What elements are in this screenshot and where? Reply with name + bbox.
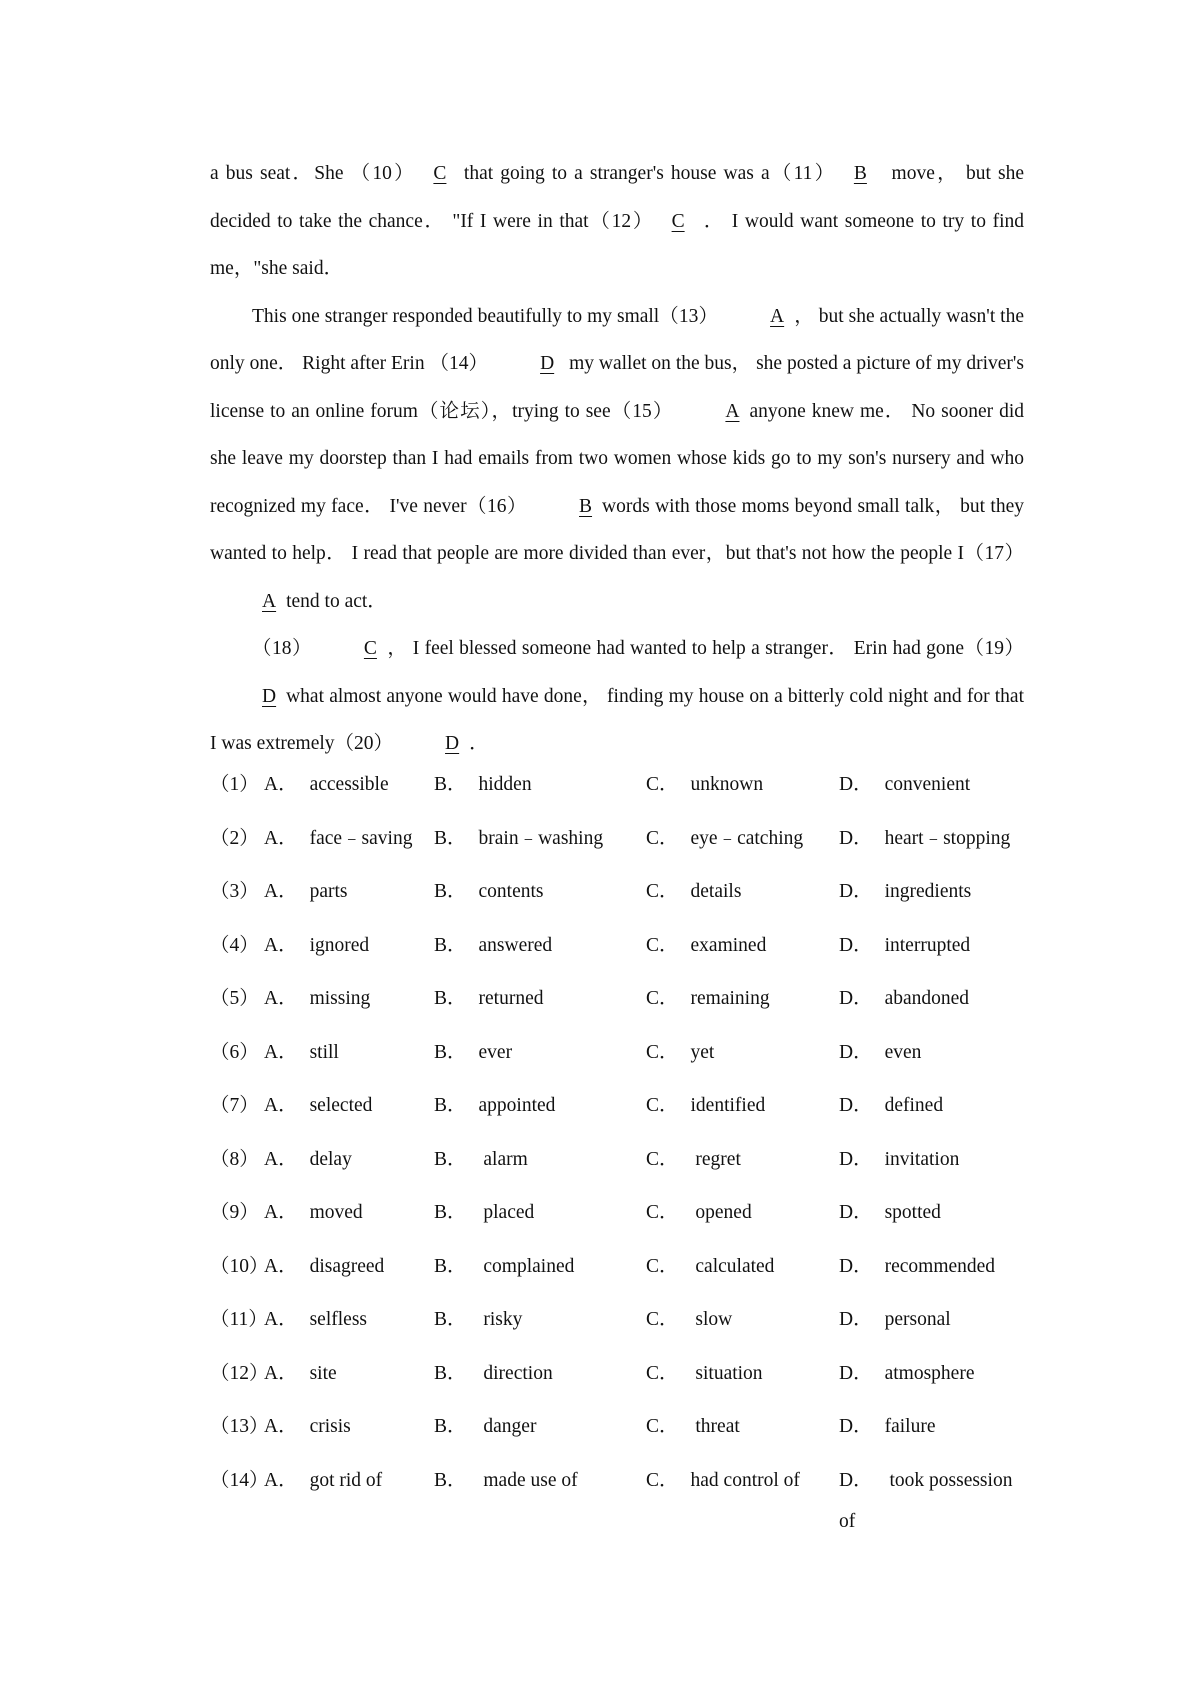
option-d	[839, 822, 1010, 850]
option-letter: C．	[646, 1469, 679, 1491]
option-c	[646, 1464, 800, 1492]
option-text: convenient	[884, 774, 971, 795]
option-letter: D．	[839, 1041, 873, 1063]
option-letter: D．	[839, 1416, 873, 1437]
option-letter: B．	[434, 827, 467, 849]
option-text: interrupted	[884, 934, 971, 956]
option-a	[264, 982, 370, 1010]
option-row	[210, 982, 1024, 1036]
option-d	[839, 1357, 974, 1385]
option-letter: D．	[839, 988, 873, 1009]
question-number: （14）	[210, 1469, 269, 1491]
option-d	[839, 875, 971, 903]
option-c	[646, 1410, 740, 1438]
option-text: selected	[309, 1095, 373, 1116]
option-b	[434, 1303, 522, 1331]
passage-text: anyone knew me． No sooner did she leave my doorstep than I had emails from two women whose kids go to my son's nursery and who recognized my face． I've never（16）	[210, 400, 1024, 517]
option-text: spotted	[884, 1202, 941, 1223]
passage-paragraph-2	[210, 293, 1024, 626]
option-letter: C．	[646, 1041, 679, 1063]
option-text: hidden	[478, 774, 532, 795]
option-text: site	[309, 1362, 337, 1384]
option-d	[839, 1464, 1012, 1492]
option-letter: A．	[264, 1095, 298, 1116]
option-text: contents	[478, 881, 544, 902]
option-text: still	[309, 1041, 339, 1063]
option-text: missing	[309, 988, 371, 1009]
option-text: situation	[690, 1362, 763, 1384]
option-a	[264, 1357, 337, 1385]
option-b	[434, 1410, 536, 1438]
option-letter: B．	[434, 881, 467, 902]
option-text: atmosphere	[884, 1362, 975, 1384]
option-text: failure	[884, 1416, 936, 1437]
option-b	[434, 768, 532, 796]
option-a	[264, 1464, 382, 1492]
option-text: unknown	[690, 774, 764, 795]
option-text: took possession	[884, 1469, 1013, 1491]
question-number: （2）	[210, 827, 259, 849]
option-text: danger	[478, 1416, 537, 1437]
passage-text: ． I would want someone to try to find me，"she said．	[210, 210, 1024, 279]
option-b	[434, 1089, 555, 1117]
option-row	[210, 875, 1024, 929]
option-a	[264, 1303, 367, 1331]
option-letter: B．	[434, 988, 467, 1009]
option-d	[839, 1196, 941, 1224]
answer-blank-16: B	[579, 495, 593, 517]
option-d	[839, 1410, 935, 1438]
option-c	[646, 1357, 763, 1385]
answer-options-list	[210, 768, 1024, 1564]
option-b	[434, 1143, 528, 1171]
option-a	[264, 1089, 372, 1117]
option-letter: D．	[839, 1469, 873, 1491]
question-number: （11）	[210, 1309, 268, 1330]
answer-blank-12: C	[671, 210, 685, 232]
option-d	[839, 768, 970, 796]
question-number: （3）	[210, 881, 259, 902]
option-c	[646, 1089, 765, 1117]
option-d	[839, 1143, 959, 1171]
option-b	[434, 822, 603, 850]
option-letter: A．	[264, 1469, 298, 1491]
option-text: slow	[690, 1309, 733, 1330]
answer-blank-13: A	[770, 305, 785, 327]
option-b	[434, 1036, 512, 1064]
option-text: brain﹣washing	[478, 827, 604, 849]
option-b	[434, 1357, 553, 1385]
option-d	[839, 1036, 921, 1064]
option-text: risky	[478, 1309, 523, 1330]
option-letter: C．	[646, 1416, 679, 1437]
option-text: ever	[478, 1041, 513, 1063]
option-b	[434, 1464, 578, 1492]
answer-blank-17: A	[262, 590, 277, 612]
option-text: parts	[309, 881, 348, 902]
option-row	[210, 1196, 1024, 1250]
option-letter: B．	[434, 934, 467, 956]
option-text: remaining	[690, 988, 770, 1009]
option-text: threat	[690, 1416, 740, 1437]
option-text: yet	[690, 1041, 715, 1063]
option-b	[434, 982, 543, 1010]
option-letter: C．	[646, 1255, 679, 1277]
option-letter: A．	[264, 1362, 298, 1384]
option-c	[646, 929, 766, 957]
option-text: abandoned	[884, 988, 970, 1009]
option-text: made use of	[478, 1469, 578, 1491]
option-letter: D．	[839, 1255, 873, 1277]
option-c	[646, 1143, 741, 1171]
option-a	[264, 929, 369, 957]
option-row	[210, 1464, 1024, 1564]
option-text: placed	[478, 1202, 535, 1223]
passage-paragraph-1	[210, 150, 1024, 293]
option-a	[264, 1410, 351, 1438]
option-text: complained	[478, 1255, 575, 1277]
option-text: face﹣saving	[309, 827, 413, 849]
option-letter: A．	[264, 1148, 298, 1170]
option-a	[264, 1250, 384, 1278]
option-row	[210, 1089, 1024, 1143]
option-letter: C．	[646, 1095, 679, 1116]
option-letter: D．	[839, 774, 873, 795]
question-number: （5）	[210, 988, 259, 1009]
option-letter: C．	[646, 934, 679, 956]
option-b	[434, 929, 552, 957]
option-c	[646, 822, 803, 850]
option-row	[210, 768, 1024, 822]
option-letter: A．	[264, 1416, 298, 1437]
option-text: appointed	[478, 1095, 556, 1116]
option-text: personal	[884, 1309, 951, 1330]
option-a	[264, 1143, 352, 1171]
option-row	[210, 1250, 1024, 1304]
option-row	[210, 929, 1024, 983]
option-text: answered	[478, 934, 553, 956]
option-text: alarm	[478, 1148, 528, 1170]
option-letter: D．	[839, 1202, 873, 1223]
option-d	[839, 929, 970, 957]
passage-text: ， but she actually wasn't the only one． Right after Erin （14）	[210, 305, 1025, 374]
option-row	[210, 1036, 1024, 1090]
question-number: （13）	[210, 1416, 269, 1437]
passage-text: move， but she decided to take the chance． "If I were in that（12）	[210, 163, 1025, 232]
option-text: delay	[309, 1148, 352, 1170]
option-letter: A．	[264, 934, 298, 956]
option-letter: A．	[264, 1255, 298, 1277]
option-text: got rid of	[309, 1469, 383, 1491]
passage-text: （18）	[252, 638, 312, 659]
option-text: even	[884, 1041, 922, 1063]
option-letter: B．	[434, 1362, 467, 1384]
option-letter: A．	[264, 827, 298, 849]
option-text: opened	[690, 1202, 752, 1223]
option-c	[646, 875, 741, 903]
option-letter: B．	[434, 1469, 467, 1491]
option-a	[264, 875, 348, 903]
option-b	[434, 875, 544, 903]
option-row	[210, 822, 1024, 876]
answer-blank-15: A	[725, 400, 740, 422]
question-number: （9）	[210, 1202, 259, 1223]
option-letter: D．	[839, 827, 873, 849]
option-a	[264, 1196, 363, 1224]
option-letter: D．	[839, 1148, 873, 1170]
option-c	[646, 1250, 774, 1278]
option-letter: C．	[646, 827, 679, 849]
option-b	[434, 1196, 534, 1224]
option-letter: D．	[839, 881, 873, 902]
option-letter: D．	[839, 1309, 873, 1330]
question-number: （4）	[210, 934, 259, 956]
option-letter: B．	[434, 1095, 467, 1116]
option-text: regret	[690, 1148, 741, 1170]
answer-blank-20: D	[445, 733, 460, 754]
answer-blank-11: B	[853, 163, 867, 184]
option-d	[839, 1250, 995, 1278]
passage-text: ．	[469, 733, 489, 754]
option-letter: A．	[264, 774, 298, 795]
option-text: details	[690, 881, 742, 902]
option-c	[646, 982, 770, 1010]
option-a	[264, 822, 412, 850]
option-text: accessible	[309, 774, 389, 795]
option-text: examined	[690, 934, 767, 956]
option-text: moved	[309, 1202, 363, 1223]
option-letter: A．	[264, 1041, 298, 1063]
option-text: had control of	[690, 1469, 800, 1491]
option-letter: C．	[646, 1362, 679, 1384]
passage-paragraph-3	[210, 625, 1024, 768]
option-letter: B．	[434, 1202, 467, 1223]
option-letter: D．	[839, 1095, 873, 1116]
option-text: invitation	[884, 1148, 960, 1170]
cloze-passage	[210, 150, 1024, 768]
option-text: disagreed	[309, 1255, 385, 1277]
answer-blank-18: C	[363, 638, 377, 659]
option-letter: B．	[434, 1416, 467, 1437]
option-text: crisis	[309, 1416, 351, 1437]
option-c	[646, 1303, 732, 1331]
option-text: ignored	[309, 934, 370, 956]
option-row	[210, 1357, 1024, 1411]
option-text: direction	[478, 1362, 553, 1384]
option-d	[839, 1089, 943, 1117]
passage-text: words with those moms beyond small talk， but they wanted to help． I read that people are more divided than ever，but that's not how the people I（17）	[210, 495, 1024, 564]
option-text: defined	[884, 1095, 944, 1116]
option-c	[646, 1036, 714, 1064]
option-d	[839, 1303, 951, 1331]
answer-blank-10: C	[433, 163, 447, 184]
option-letter: D．	[839, 1362, 873, 1384]
option-text: recommended	[884, 1255, 996, 1277]
option-text: identified	[690, 1095, 766, 1116]
option-row	[210, 1143, 1024, 1197]
passage-text: ， I feel blessed someone had wanted to help a stranger． Erin had gone（19）	[386, 638, 1024, 659]
option-letter: C．	[646, 1309, 679, 1330]
option-b	[434, 1250, 574, 1278]
option-letter: C．	[646, 1148, 679, 1170]
option-row	[210, 1303, 1024, 1357]
question-number: （7）	[210, 1095, 259, 1116]
question-number: （8）	[210, 1148, 259, 1170]
passage-text: that going to a stranger's house was a（11）	[463, 163, 837, 184]
option-c	[646, 1196, 752, 1224]
option-text: calculated	[690, 1255, 775, 1277]
option-letter: B．	[434, 1309, 467, 1330]
option-letter: A．	[264, 1202, 298, 1223]
option-a	[264, 768, 389, 796]
passage-text: what almost anyone would have done， finding my house on a bitterly cold night and for that I was extremely（20）	[210, 685, 1024, 754]
option-row	[210, 1410, 1024, 1464]
option-text: ingredients	[884, 881, 972, 902]
passage-text: a bus seat．She （10）	[210, 163, 416, 184]
option-c	[646, 768, 763, 796]
option-text: eye﹣catching	[690, 827, 804, 849]
option-text: heart﹣stopping	[884, 827, 1011, 849]
option-letter: A．	[264, 1309, 298, 1330]
option-letter: B．	[434, 774, 467, 795]
option-letter: A．	[264, 988, 298, 1009]
option-text: returned	[478, 988, 544, 1009]
question-number: （10）	[210, 1255, 269, 1277]
passage-text: my wallet on the bus， she posted a picture of my driver's license to an online forum（论坛），trying to see（15）	[210, 353, 1025, 422]
option-letter: C．	[646, 988, 679, 1009]
answer-blank-14: D	[540, 353, 555, 374]
question-number: （6）	[210, 1041, 259, 1063]
question-number: （12）	[210, 1362, 269, 1384]
answer-blank-19: D	[262, 685, 277, 707]
option-letter: C．	[646, 774, 679, 795]
passage-text: This one stranger responded beautifully to my small（13）	[252, 305, 719, 327]
option-letter: D．	[839, 934, 873, 956]
option-letter: B．	[434, 1255, 467, 1277]
passage-text: tend to act．	[286, 590, 387, 612]
option-letter: A．	[264, 881, 298, 902]
option-letter: C．	[646, 881, 679, 902]
option-d-continuation: of	[839, 1510, 856, 1532]
question-number: （1）	[210, 774, 259, 795]
option-text: selfless	[309, 1309, 367, 1330]
option-letter: B．	[434, 1041, 467, 1063]
option-d	[839, 982, 969, 1010]
option-letter: B．	[434, 1148, 467, 1170]
option-a	[264, 1036, 339, 1064]
option-letter: C．	[646, 1202, 679, 1223]
